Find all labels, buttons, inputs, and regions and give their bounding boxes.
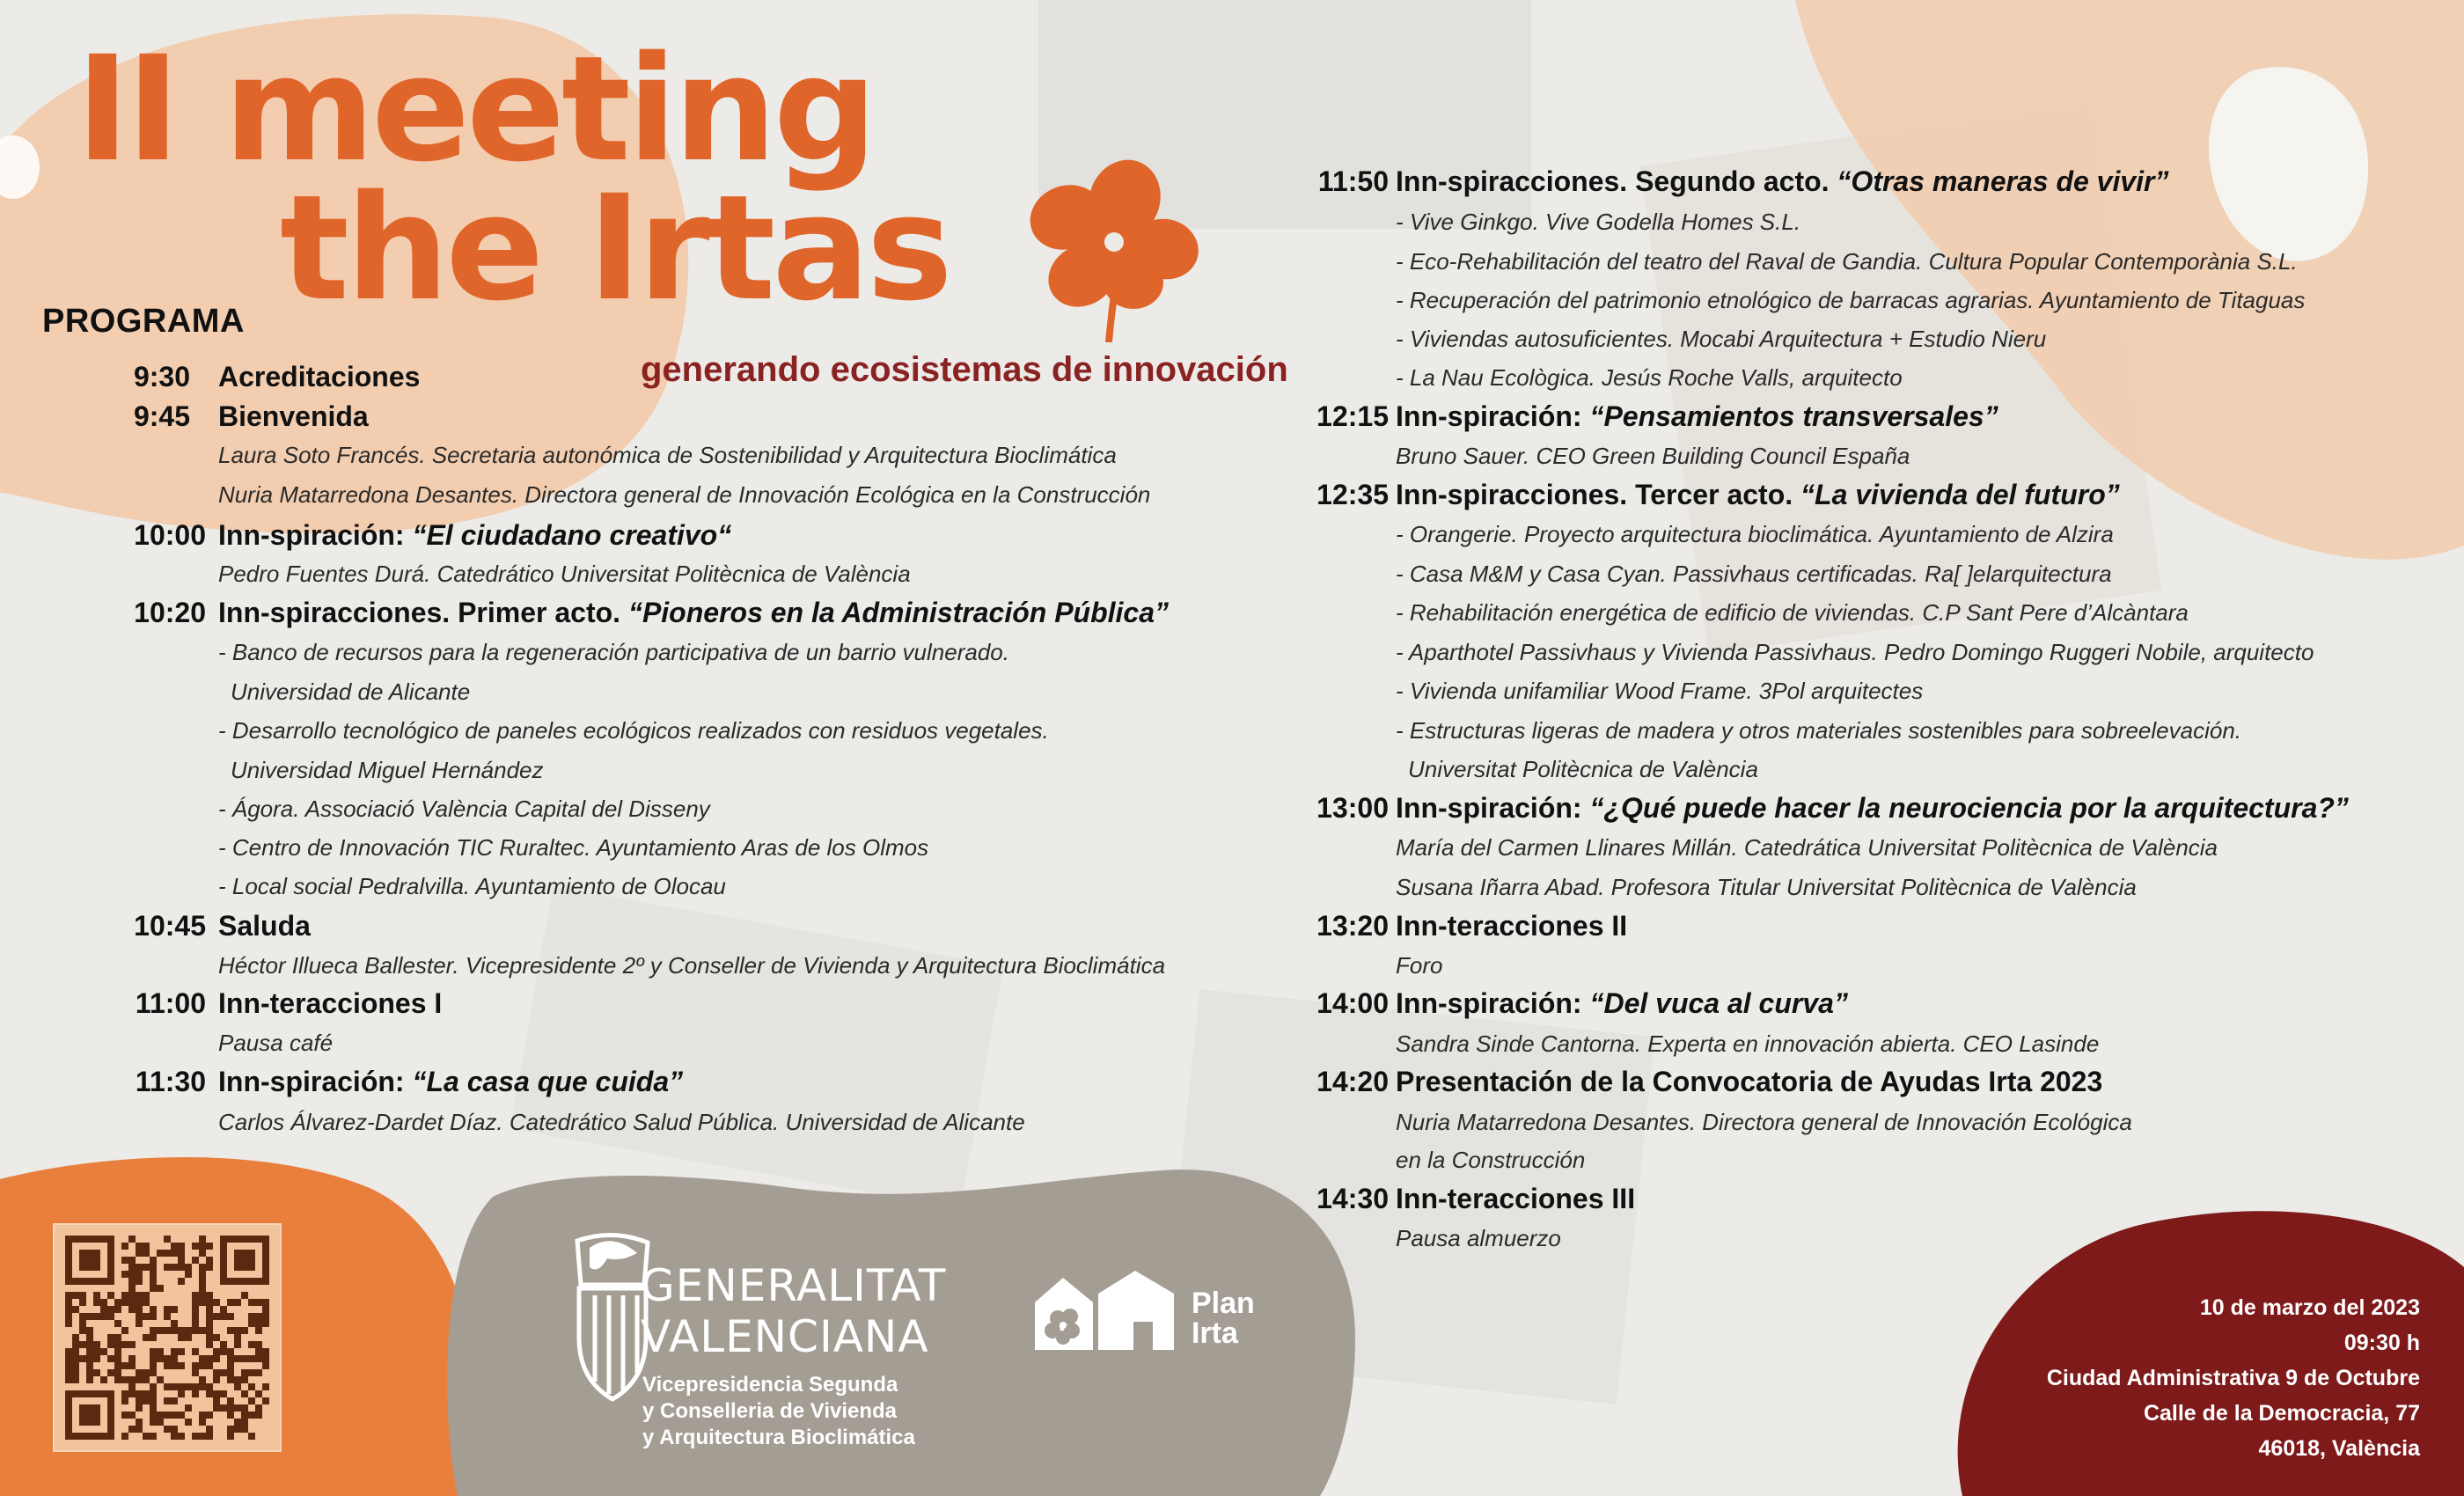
time-1100: 11:00	[135, 987, 206, 1019]
qr-code[interactable]	[53, 1223, 282, 1452]
detail: María del Carmen Llinares Millán. Catedrática Universitat Politècnica de València	[1396, 834, 2218, 861]
time-1400: 14:00	[1316, 987, 1389, 1019]
detail: Universitat Politècnica de València	[1408, 756, 1758, 782]
event-subtitle: “Pioneros en la Administración Pública”	[627, 597, 1169, 628]
event-bienvenida: Bienvenida	[218, 400, 369, 432]
title-line-1: II meeting	[76, 25, 874, 194]
plan-irta-logo-icon	[1031, 1267, 1181, 1355]
event-label: Inn-spiración:	[218, 1066, 413, 1097]
event-vivienda-futuro	[1396, 479, 2120, 511]
detail: - Local social Pedralvilla. Ayuntamiento de Olocau	[218, 873, 726, 899]
detail: en la Construcción	[1396, 1147, 1586, 1173]
flower-logo-icon	[1012, 154, 1206, 348]
detail: - Recuperación del patrimonio etnológico de barracas agrarias. Ayuntamiento de Titaguas	[1396, 287, 2306, 313]
event-subtitle: “La vivienda del futuro”	[1800, 479, 2120, 510]
programa-heading: PROGRAMA	[42, 303, 245, 340]
event-subtitle: “La casa que cuida”	[412, 1066, 684, 1097]
event-label: Inn-spiracciones. Tercer acto.	[1396, 479, 1801, 510]
time-1235: 12:35	[1316, 479, 1389, 510]
detail: - Rehabilitación energética de edificio de viviendas. C.P Sant Pere d’Alcàntara	[1396, 599, 2189, 626]
time-1430: 14:30	[1316, 1183, 1389, 1214]
event-city: 46018, València	[2258, 1436, 2420, 1461]
event-time: 09:30 h	[2343, 1331, 2420, 1355]
detail: Laura Soto Francés. Secretaria autonómica de Sostenibilidad y Arquitectura Bioclimática	[218, 442, 1117, 468]
tagline: generando ecosistemas de innovación	[641, 350, 1288, 389]
event-subtitle: “Otras maneras de vivir”	[1837, 165, 2169, 197]
event-convocatoria: Presentación de la Convocatoria de Ayudas Irta 2023	[1396, 1066, 2103, 1097]
event-subtitle: “Pensamientos transversales”	[1589, 400, 1998, 432]
irta-word: Irta	[1192, 1316, 1238, 1350]
event-label: Inn-spiración:	[1396, 400, 1590, 432]
time-1320: 13:20	[1316, 910, 1389, 942]
time-1000: 10:00	[134, 519, 206, 551]
time-0945: 9:45	[133, 400, 190, 432]
detail: Universidad de Alicante	[231, 678, 471, 705]
detail: Pedro Fuentes Durá. Catedrático Universitat Politècnica de València	[218, 561, 911, 587]
detail: - Vivienda unifamiliar Wood Frame. 3Pol arquitectes	[1396, 678, 1924, 704]
conselleria-line-3: y Arquitectura Bioclimática	[642, 1426, 915, 1449]
time-1150: 11:50	[1317, 165, 1389, 197]
plan-word: Plan	[1192, 1287, 1255, 1320]
qr-code-icon	[65, 1236, 269, 1440]
detail: Pausa café	[218, 1030, 334, 1056]
detail: - Desarrollo tecnológico de paneles ecológicos realizados con residuos vegetales.	[218, 717, 1049, 744]
detail: - Vive Ginkgo. Vive Godella Homes S.L.	[1396, 209, 1801, 235]
detail: - La Nau Ecològica. Jesús Roche Valls, arquitecto	[1396, 364, 1903, 391]
time-0930: 9:30	[133, 361, 190, 392]
event-interacciones-3: Inn-teracciones III	[1396, 1183, 1636, 1214]
event-saluda: Saluda	[218, 910, 311, 942]
detail: - Banco de recursos para la regeneración participativa de un barrio vulnerado.	[218, 639, 1009, 665]
event-venue: Ciudad Administrativa 9 de Octubre	[2046, 1366, 2420, 1390]
detail: Susana Iñarra Abad. Profesora Titular Universitat Politècnica de València	[1396, 874, 2137, 900]
time-1420: 14:20	[1316, 1066, 1389, 1097]
event-label: Inn-spiración:	[218, 519, 413, 551]
detail: - Aparthotel Passivhaus y Vivienda Passivhaus. Pedro Domingo Ruggeri Nobile, arquitecto	[1396, 639, 2314, 665]
event-subtitle: “Del vuca al curva”	[1589, 987, 1848, 1019]
title-line-2: the Irtas	[280, 164, 950, 333]
detail: - Estructuras ligeras de madera y otros materiales sostenibles para sobreelevación.	[1396, 717, 2242, 744]
detail: Pausa almuerzo	[1396, 1225, 1561, 1251]
time-1020: 10:20	[134, 597, 206, 628]
detail: Universidad Miguel Hernández	[231, 757, 544, 783]
detail: Nuria Matarredona Desantes. Directora general de Innovación Ecológica	[1396, 1109, 2132, 1135]
time-1045: 10:45	[134, 910, 206, 942]
event-vuca-curva	[1396, 987, 1848, 1020]
event-label: Inn-spiracciones. Primer acto.	[218, 597, 628, 628]
event-subtitle: “¿Qué puede hacer la neurociencia por la arquitectura?”	[1589, 792, 2349, 824]
event-label: Inn-spiración:	[1396, 987, 1590, 1019]
event-subtitle: “El ciudadano creativo“	[412, 519, 732, 551]
detail: Sandra Sinde Cantorna. Experta en innovación abierta. CEO Lasinde	[1396, 1030, 2100, 1057]
detail: Bruno Sauer. CEO Green Building Council España	[1396, 443, 1910, 469]
event-ciudadano-creativo	[218, 519, 731, 552]
detail: - Eco-Rehabilitación del teatro del Raval de Gandia. Cultura Popular Contemporània S.L.	[1396, 248, 2298, 275]
plan-irta-text	[1192, 1288, 1255, 1348]
event-date: 10 de marzo del 2023	[2199, 1295, 2420, 1320]
event-pioneros	[218, 597, 1169, 629]
event-casa-que-cuida	[218, 1066, 683, 1098]
detail: Carlos Álvarez-Dardet Díaz. Catedrático Salud Pública. Universidad de Alicante	[218, 1109, 1025, 1135]
conselleria-line-2: y Conselleria de Vivienda	[642, 1399, 898, 1423]
event-interacciones-1: Inn-teracciones I	[218, 987, 443, 1019]
detail: - Ágora. Associació València Capital del Disseny	[218, 796, 710, 822]
time-1130: 11:30	[135, 1066, 206, 1097]
detail: - Viviendas autosuficientes. Mocabi Arquitectura + Estudio Nieru	[1396, 326, 2047, 352]
event-street: Calle de la Democracia, 77	[2143, 1401, 2420, 1426]
event-acreditaciones: Acreditaciones	[218, 361, 421, 392]
detail: Nuria Matarredona Desantes. Directora general de Innovación Ecológica en la Construcción	[218, 481, 1151, 508]
event-neurociencia	[1396, 792, 2349, 825]
event-label: Inn-spiracciones. Segundo acto.	[1396, 165, 1837, 197]
detail: Foro	[1396, 952, 1443, 979]
detail: - Centro de Innovación TIC Ruraltec. Ayuntamiento Aras de los Olmos	[218, 834, 929, 861]
generalitat-line-1: GENERALITAT	[641, 1260, 947, 1311]
event-otras-maneras	[1396, 165, 2169, 198]
time-1300: 13:00	[1316, 792, 1389, 824]
detail: - Orangerie. Proyecto arquitectura bioclimática. Ayuntamiento de Alzira	[1396, 521, 2114, 547]
detail: - Casa M&M y Casa Cyan. Passivhaus certificadas. Ra[ ]elarquitectura	[1396, 561, 2112, 587]
event-label: Inn-spiración:	[1396, 792, 1590, 824]
conselleria-line-1: Vicepresidencia Segunda	[642, 1373, 898, 1397]
detail: Héctor Illueca Ballester. Vicepresidente 2º y Conseller de Vivienda y Arquitectura Bioclimática	[218, 952, 1166, 979]
generalitat-line-2: VALENCIANA	[641, 1311, 929, 1362]
time-1215: 12:15	[1316, 400, 1389, 432]
event-interacciones-2: Inn-teracciones II	[1396, 910, 1628, 942]
event-pensamientos	[1396, 400, 1998, 433]
